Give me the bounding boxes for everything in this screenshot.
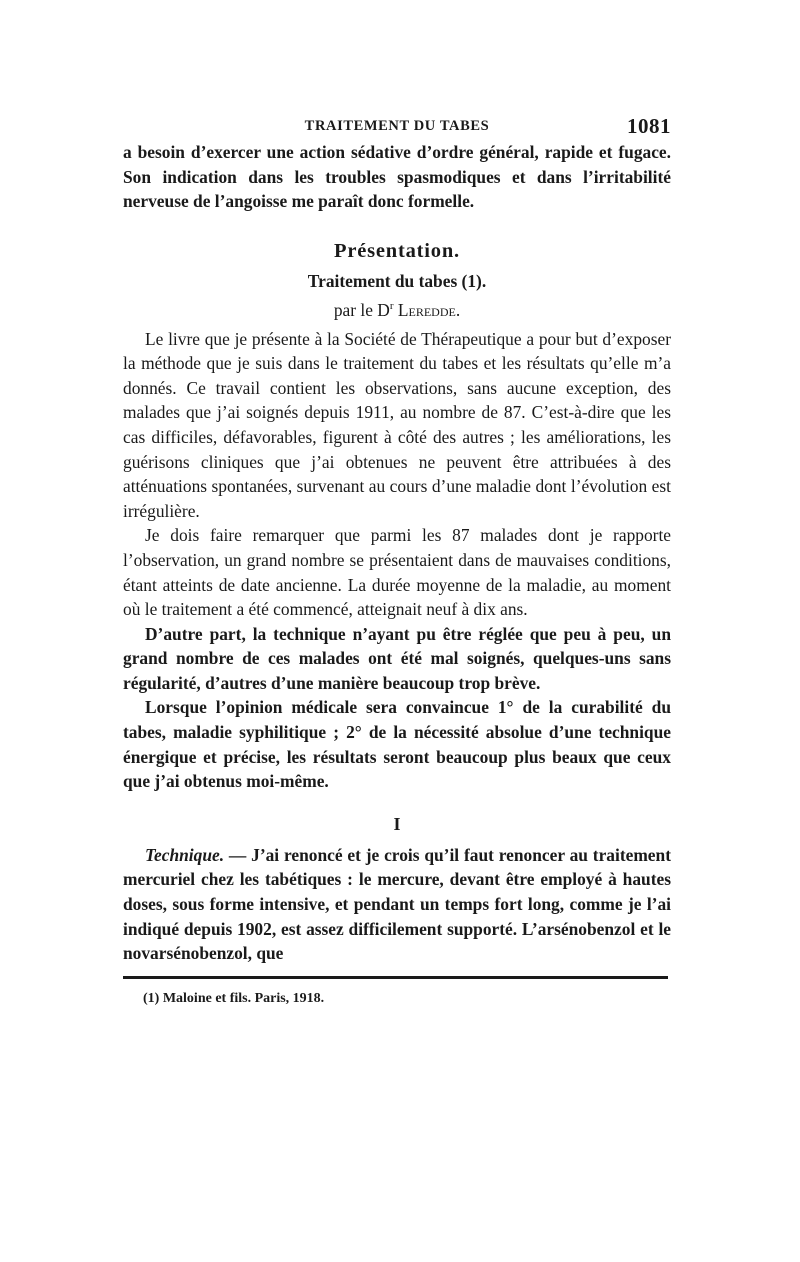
intro-paragraph: a besoin d’exercer une action sédative d’ordre général, rapide et fugace. Son indication dans les troubles spasmodiques et dans l’irritabilité nerveuse de l’angoisse me paraît donc formelle. xyxy=(123,142,671,212)
running-title: TRAITEMENT DU TABES xyxy=(304,118,490,134)
byline-prefix: par le D xyxy=(333,299,390,320)
section-subtitle: Traitement du tabes (1). xyxy=(307,270,487,291)
body-paragraph: D’autre part, la technique n’ayant pu être réglée que peu à peu, un grand nombre de ces malades ont été mal soignés, quelques-uns sans régularité, d’autres d’une manière beaucoup trop brève. xyxy=(123,623,671,693)
author-byline xyxy=(123,293,671,323)
footnote-divider xyxy=(123,976,668,979)
byline-author: Leredde. xyxy=(397,299,461,320)
footnote: (1) Maloine et fils. Paris, 1918. xyxy=(143,990,325,1006)
body-paragraph: Lorsque l’opinion médicale sera convaincue 1° de la curabilité du tabes, maladie syphilitique ; 2° de la nécessité absolue d’une technique énergique et précise, les résultats seront beaucoup plus beaux que ceux que j’ai obtenus moi-même. xyxy=(123,697,671,792)
body-paragraph: Le livre que je présente à la Société de Thérapeutique a pour but d’exposer la méthode que je suis dans le traitement du tabes et les résultats qu’elle m’a donnés. Ce travail contient les observations, sans aucune exception, des malades que j’ai soignés depuis 1911, au nombre de 87. C’est-à-dire que les cas difficiles, défavorables, figurent à côté des autres ; les améliorations, les guérisons cliniques que j’ai obtenues ne peuvent être attribuées à des atténuations spontanées, survenant au cours d’une maladie dont l’évolution est irrégulière. xyxy=(123,328,671,521)
technique-label: Technique. xyxy=(145,844,225,865)
technique-paragraph xyxy=(123,843,671,966)
page-number: 1081 xyxy=(627,114,671,138)
technique-text: — J’ai renoncé et je crois qu’il faut renoncer au traitement mercuriel chez les tabétiques : le mercure, devant être employé à hautes doses, sous forme intensive, et pendant un temps fort long, comme je l’ai indiqué depuis 1902, est assez difficilement supporté. L’arsénobenzol et le novarsénobenzol, que xyxy=(123,844,671,964)
running-head xyxy=(123,112,671,140)
byline-superscript: r xyxy=(389,299,394,312)
part-numeral: I xyxy=(393,813,401,834)
body-paragraph: Je dois faire remarquer que parmi les 87 malades dont je rapporte l’observation, un grand nombre se présentaient dans de mauvaises conditions, étant atteints de date ancienne. La durée moyenne de la maladie, au moment où le traitement a été commencé, atteignait neuf à dix ans. xyxy=(123,525,671,620)
section-title: Présentation. xyxy=(334,239,460,262)
book-page xyxy=(123,112,671,1007)
